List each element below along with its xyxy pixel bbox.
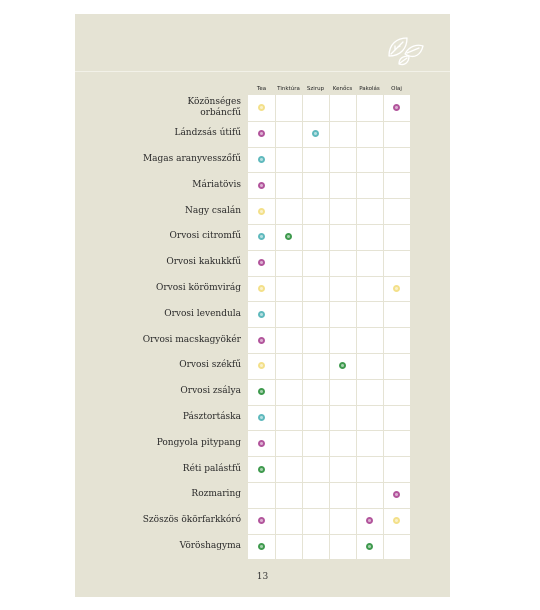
column-header: Pakolás bbox=[359, 86, 380, 92]
grid-line bbox=[248, 405, 410, 406]
row-label-line: Máriatövis bbox=[192, 179, 241, 190]
row-label bbox=[75, 412, 241, 423]
column-header: Olaj bbox=[391, 86, 402, 92]
row-label bbox=[75, 128, 241, 139]
row-label-line: Orvosi zsálya bbox=[180, 386, 241, 397]
mark-dot bbox=[258, 337, 265, 344]
row-label-line: Magas aranyvesszőfű bbox=[142, 154, 241, 164]
mark-dot bbox=[258, 543, 265, 550]
grid-line bbox=[248, 250, 410, 251]
row-label-line: orbáncfű bbox=[200, 107, 241, 118]
row-label bbox=[75, 231, 241, 242]
mark-dot bbox=[258, 208, 265, 215]
grid-line bbox=[248, 172, 410, 173]
grid-line bbox=[248, 147, 410, 148]
row-label-line: Nagy csalán bbox=[184, 205, 241, 216]
grid-line bbox=[248, 301, 410, 302]
grid-line bbox=[248, 353, 410, 354]
mark-dot bbox=[258, 414, 265, 421]
column-header: Szirup bbox=[306, 86, 325, 92]
row-label-line: Lándzsás útifű bbox=[174, 128, 241, 139]
row-label-line: Rozmaring bbox=[191, 489, 241, 500]
row-label bbox=[75, 154, 241, 165]
row-label-line: Pongyola pitypang bbox=[156, 437, 241, 448]
row-label-line: Orvosi levendula bbox=[164, 308, 241, 319]
row-label-line: Orvosi citromfű bbox=[169, 231, 241, 242]
grid-line bbox=[248, 198, 410, 199]
row-label bbox=[75, 97, 241, 119]
row-label-line: Orvosi körömvirág bbox=[155, 283, 241, 293]
row-label-line: Orvosi székfű bbox=[179, 360, 241, 371]
column-header: Tinktúra bbox=[277, 86, 300, 92]
mark-dot bbox=[258, 182, 265, 189]
grid-line bbox=[248, 327, 410, 328]
row-label-line: Közönséges bbox=[187, 96, 241, 107]
grid-line bbox=[248, 482, 410, 483]
mark-dot bbox=[393, 285, 400, 292]
leaves-icon bbox=[385, 34, 427, 70]
row-label-line: Orvosi macskagyökér bbox=[142, 334, 241, 345]
grid-line bbox=[248, 224, 410, 225]
grid-line bbox=[248, 276, 410, 277]
row-label-line: Szöszös ökörfarkkóró bbox=[142, 515, 241, 526]
row-label bbox=[75, 386, 241, 397]
mark-dot bbox=[366, 543, 373, 550]
row-label bbox=[75, 438, 241, 449]
row-label bbox=[75, 309, 241, 320]
row-label bbox=[75, 541, 241, 552]
row-label bbox=[75, 515, 241, 526]
row-label bbox=[75, 206, 241, 217]
header-divider bbox=[75, 71, 450, 72]
mark-dot bbox=[258, 466, 265, 473]
row-label-line: Vöröshagyma bbox=[179, 541, 241, 551]
row-label-line: Réti palástfű bbox=[182, 463, 241, 474]
grid-line bbox=[248, 379, 410, 380]
row-label-line: Orvosi kakukkfű bbox=[166, 257, 241, 268]
grid-line bbox=[248, 534, 410, 535]
column-header: Kenőcs bbox=[332, 86, 353, 92]
page-number: 13 bbox=[256, 572, 269, 582]
row-label-line: Pásztortáska bbox=[182, 412, 241, 422]
row-label bbox=[75, 489, 241, 500]
row-label bbox=[75, 464, 241, 475]
mark-dot bbox=[258, 440, 265, 447]
row-label bbox=[75, 360, 241, 371]
grid-line bbox=[248, 508, 410, 509]
grid-line bbox=[248, 456, 410, 457]
row-label bbox=[75, 283, 241, 294]
grid-line bbox=[248, 121, 410, 122]
mark-dot bbox=[258, 156, 265, 163]
column-header: Tea bbox=[256, 86, 267, 92]
grid-line bbox=[248, 430, 410, 431]
mark-dot bbox=[258, 311, 265, 318]
row-label bbox=[75, 335, 241, 346]
row-label bbox=[75, 257, 241, 268]
row-label bbox=[75, 180, 241, 191]
mark-dot bbox=[258, 285, 265, 292]
